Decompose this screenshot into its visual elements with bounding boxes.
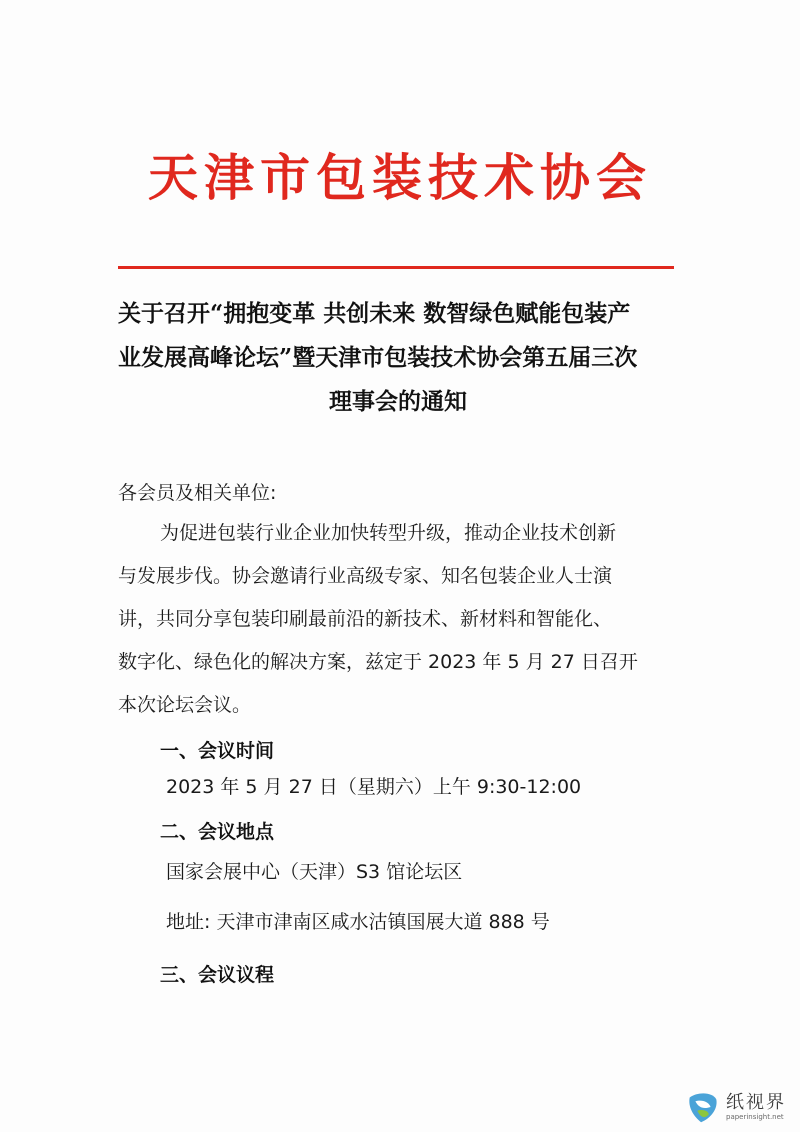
paragraph-line: 为促进包装行业企业加快转型升级，推动企业技术创新 — [160, 522, 617, 544]
title-line-3: 理事会的通知 — [329, 388, 467, 415]
section-heading-time: 一、会议时间 — [160, 740, 275, 762]
watermark-url: paperinsight.net — [726, 1112, 784, 1121]
leaf-logo-icon — [684, 1088, 722, 1126]
salutation: 各会员及相关单位: — [118, 482, 277, 504]
paragraph-line: 本次论坛会议。 — [118, 694, 252, 716]
watermark-name: 纸视界 — [726, 1091, 786, 1113]
letterhead-divider — [118, 266, 674, 269]
paragraph-line: 与发展步伐。协会邀请行业高级专家、知名包装企业人士演 — [118, 565, 613, 587]
org-letterhead: 天津市包装技术协会 — [148, 148, 652, 207]
section-heading-agenda: 三、会议议程 — [160, 964, 275, 986]
document-title — [118, 292, 678, 424]
title-line-1: 关于召开“拥抱变革 共创未来 数智绿色赋能包装产 — [118, 300, 631, 327]
title-line-2: 业发展高峰论坛”暨天津市包装技术协会第五届三次 — [118, 344, 638, 371]
watermark — [684, 1088, 786, 1126]
intro-paragraph — [118, 512, 693, 727]
meeting-time: 2023 年 5 月 27 日（星期六）上午 9:30-12:00 — [166, 776, 582, 798]
paragraph-line: 讲，共同分享包装印刷最前沿的新技术、新材料和智能化、 — [118, 608, 613, 630]
meeting-venue: 国家会展中心（天津）S3 馆论坛区 — [166, 861, 463, 883]
section-heading-location: 二、会议地点 — [160, 821, 275, 843]
paragraph-line: 数字化、绿色化的解决方案，兹定于 2023 年 5 月 27 日召开 — [118, 651, 638, 673]
meeting-address: 地址: 天津市津南区咸水沽镇国展大道 888 号 — [166, 911, 550, 933]
